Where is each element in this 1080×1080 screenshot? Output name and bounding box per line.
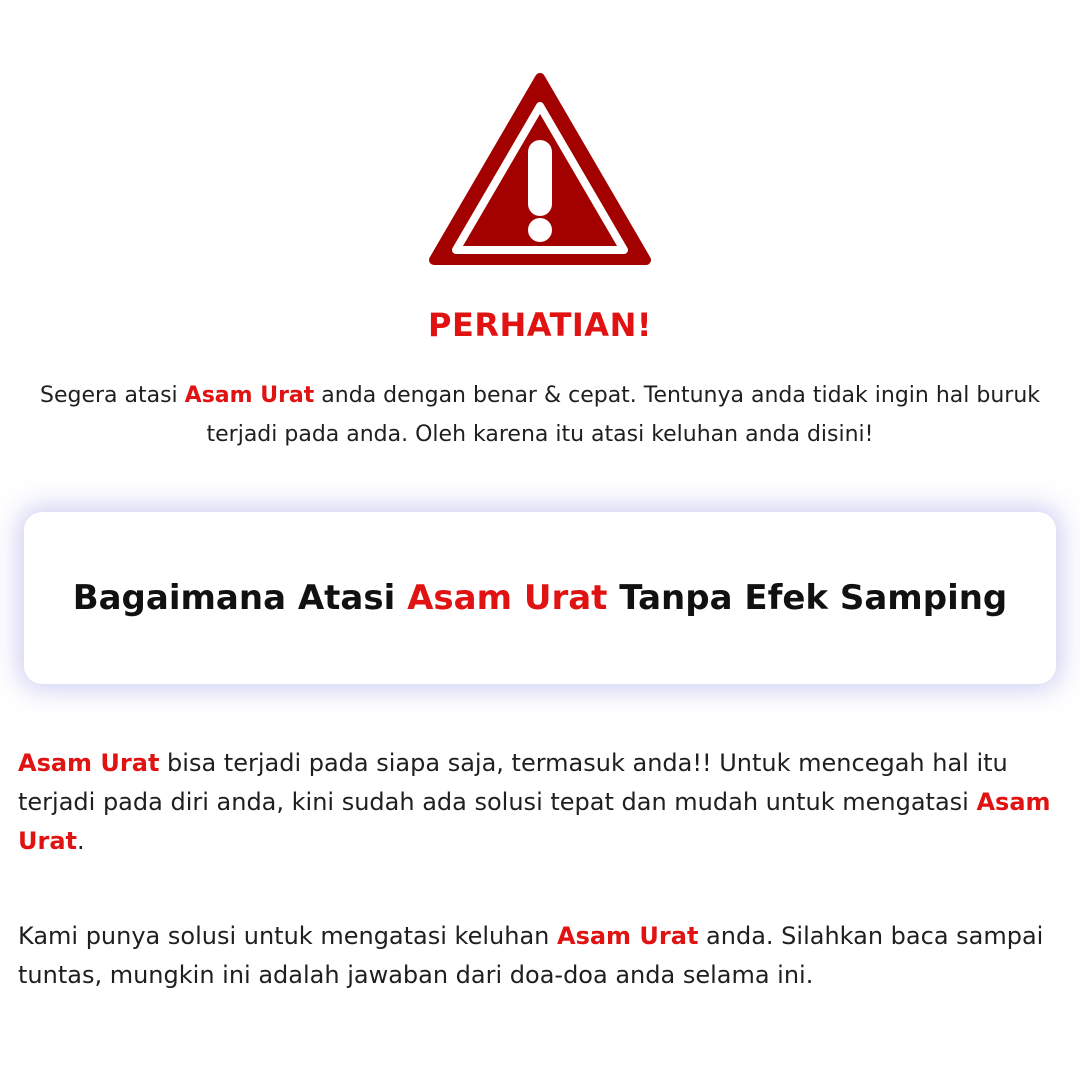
card-heading-part1: Bagaimana Atasi bbox=[72, 578, 408, 618]
paragraph2-part1: Kami punya solusi untuk mengatasi keluhan bbox=[18, 922, 557, 950]
paragraph1-part1: bisa terjadi pada siapa saja, termasuk anda!! Untuk mencegah hal itu terjadi pada diri anda, kini sudah ada solusi tepat dan mudah untuk mengatasi bbox=[18, 749, 1008, 816]
page-title: PERHATIAN! bbox=[428, 306, 652, 344]
paragraph1-part2: . bbox=[77, 827, 85, 855]
card-heading bbox=[73, 578, 1008, 618]
body-paragraph-2 bbox=[18, 917, 1068, 995]
warning-triangle-icon bbox=[428, 72, 652, 270]
paragraph2-highlight: Asam Urat bbox=[557, 922, 699, 950]
intro-text-part1: Segera atasi bbox=[39, 383, 185, 408]
exclamation-bar bbox=[528, 140, 552, 216]
card-heading-part2: Tanpa Efek Samping bbox=[607, 578, 1008, 618]
exclamation-dot bbox=[528, 218, 552, 242]
paragraph1-highlight-2: Asam Urat bbox=[18, 788, 1051, 855]
paragraph2-part2: anda. Silahkan baca sampai tuntas, mungkin ini adalah jawaban dari doa-doa anda selama ini. bbox=[18, 922, 1044, 989]
intro-text-part2: anda dengan benar & cepat. Tentunya anda tidak ingin hal buruk terjadi pada anda. Oleh karena itu atasi keluhan anda disini! bbox=[206, 383, 1041, 447]
intro-highlight: Asam Urat bbox=[184, 383, 315, 408]
card-heading-highlight: Asam Urat bbox=[407, 578, 608, 618]
intro-text bbox=[20, 376, 1060, 454]
headline-card bbox=[24, 512, 1056, 684]
body-paragraph-1 bbox=[18, 744, 1068, 861]
paragraph1-highlight-1: Asam Urat bbox=[18, 749, 160, 777]
